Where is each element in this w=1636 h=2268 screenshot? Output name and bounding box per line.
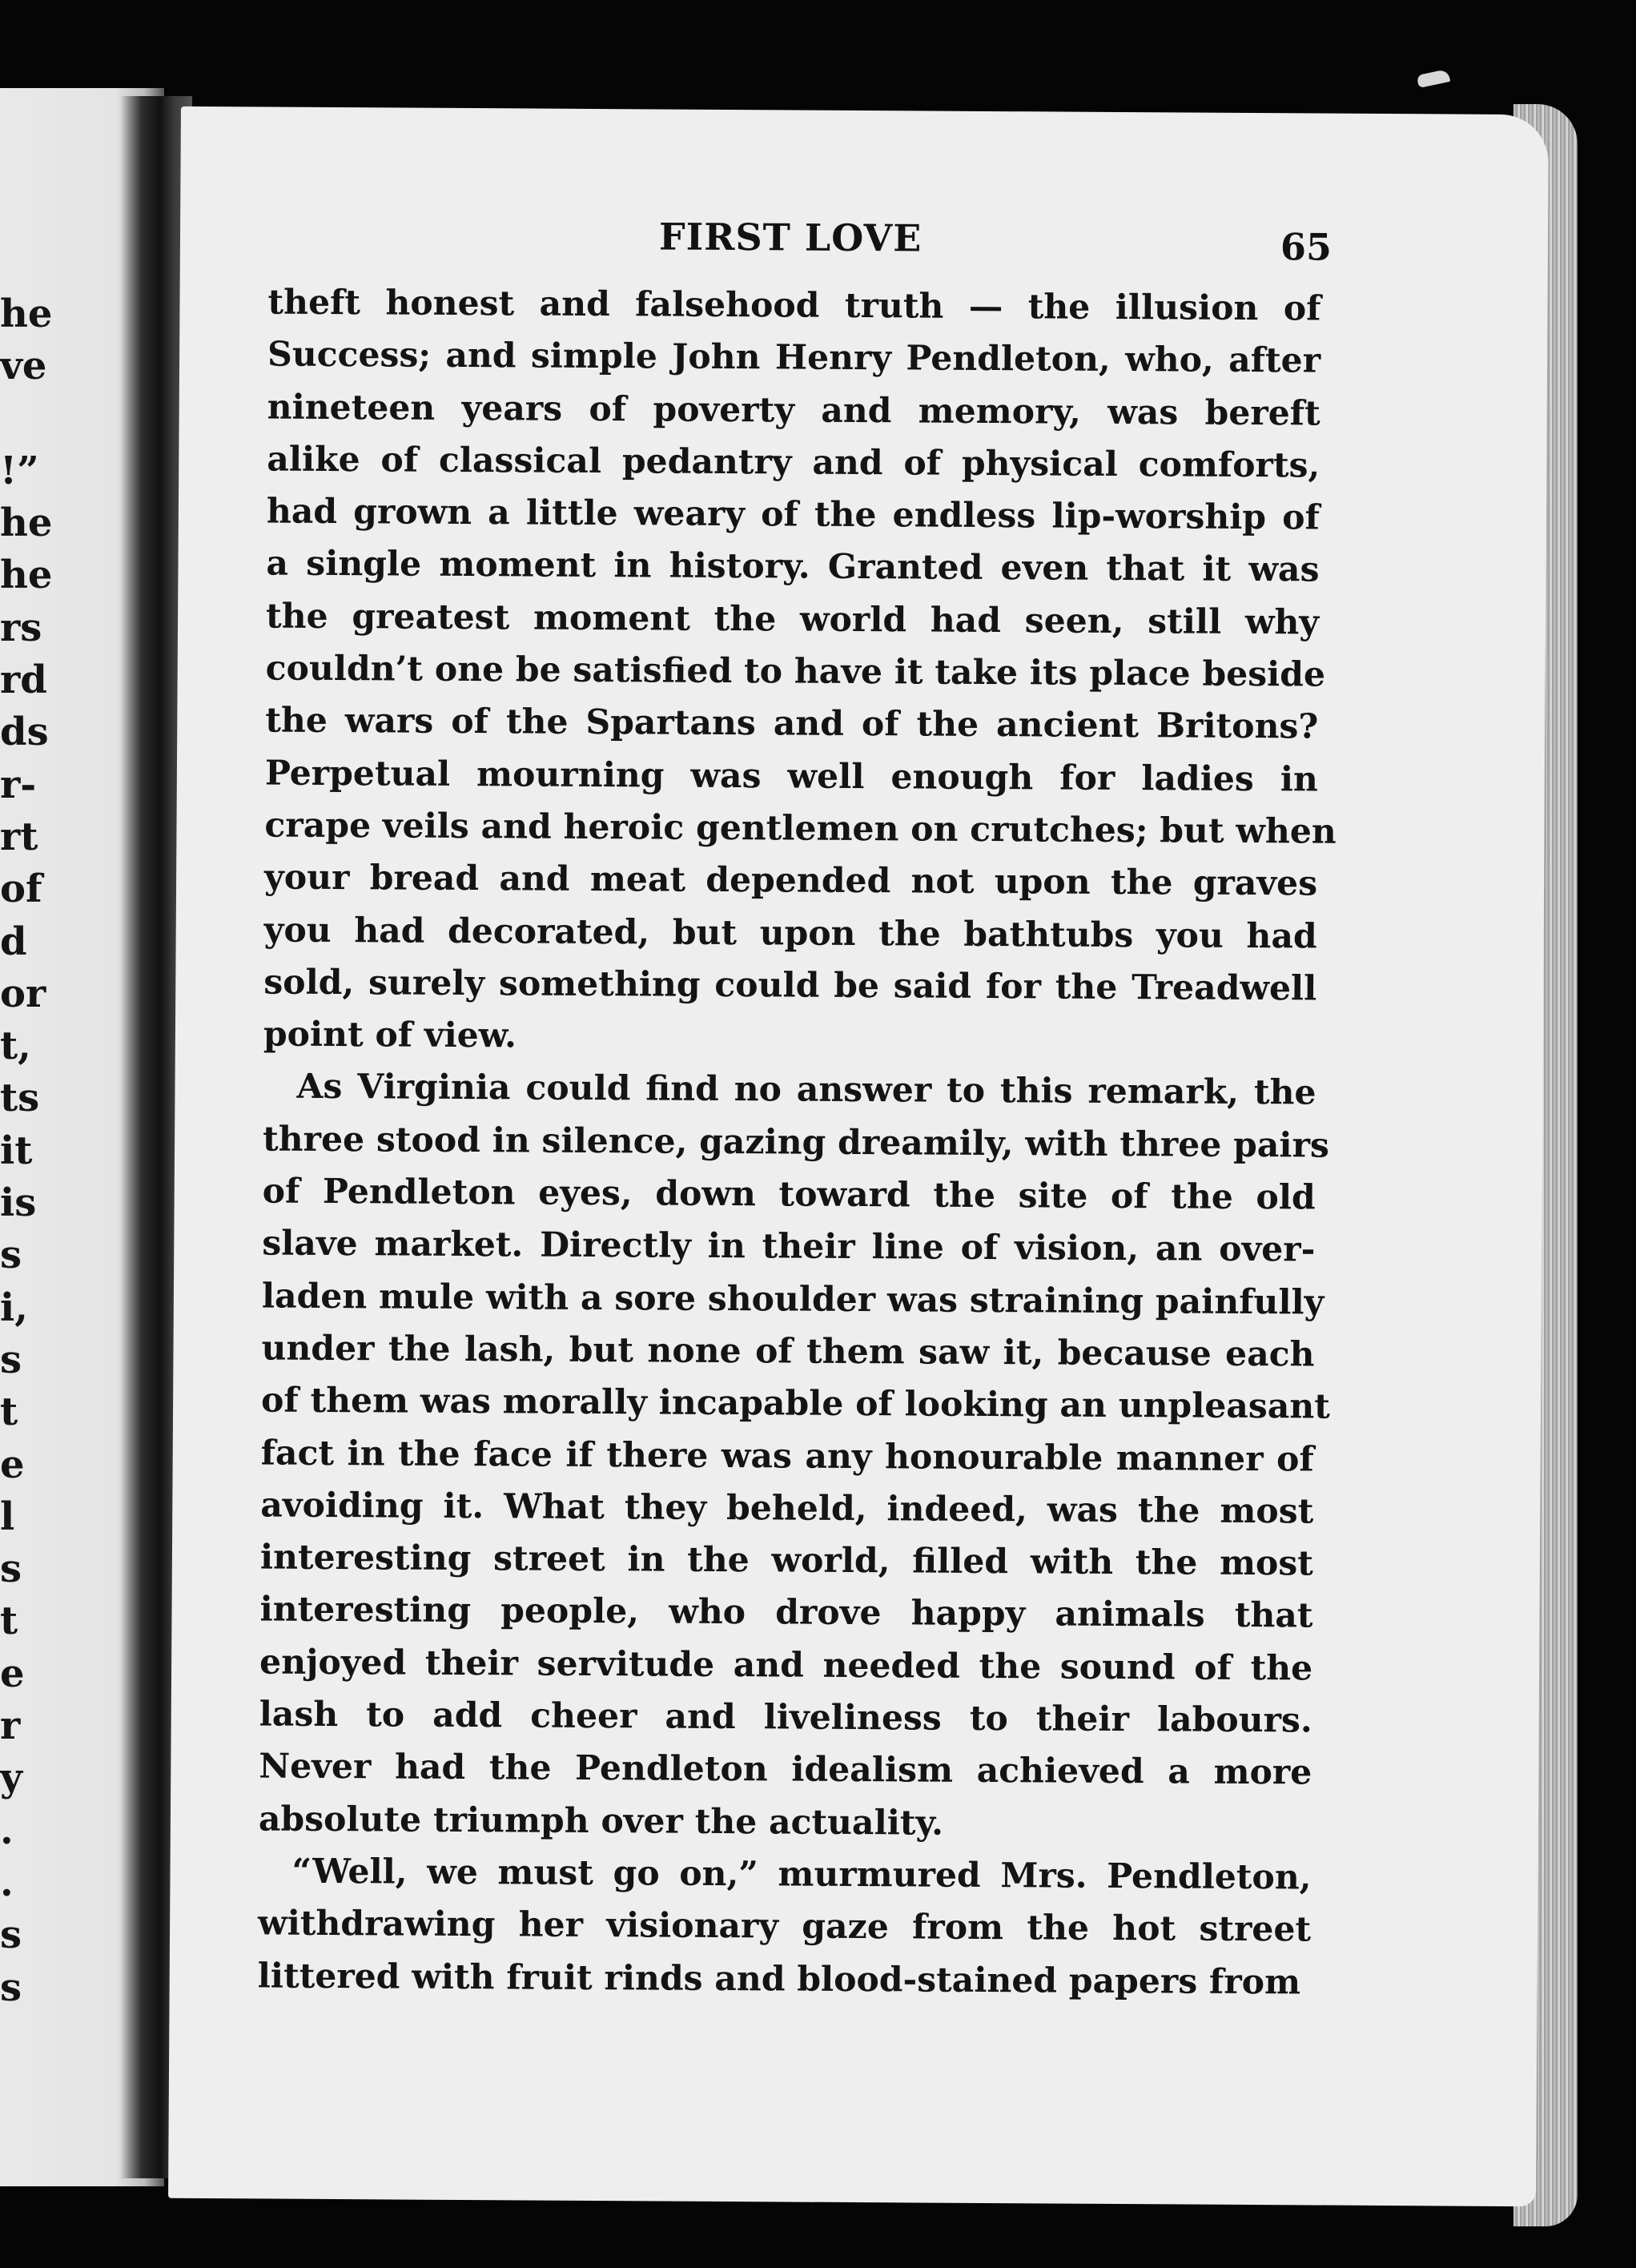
text-line: you had decorated, but upon the bathtubs you had xyxy=(263,910,1317,957)
text-line: lash to add cheer and liveliness to their labours. xyxy=(259,1694,1312,1741)
left-page-fragment: s xyxy=(0,1546,22,1592)
text-line: As Virginia could find no answer to this remark, the xyxy=(296,1067,1316,1113)
left-page-fragment: it xyxy=(0,1128,33,1173)
text-line: a single moment in history. Granted even that it was xyxy=(266,543,1320,590)
running-head xyxy=(180,212,1548,269)
paragraph xyxy=(258,1061,1331,1852)
text-line: absolute triumph over the actuality. xyxy=(258,1799,944,1844)
text-line: fact in the face if there was any honourable manner of xyxy=(260,1432,1314,1480)
body-text xyxy=(257,276,1337,2009)
paragraph xyxy=(263,276,1337,1067)
left-page-fragment: rt xyxy=(0,814,38,859)
text-line: the wars of the Spartans and of the ancient Britons? xyxy=(265,700,1319,747)
left-page-fragment: s xyxy=(0,1233,22,1278)
left-page-fragment: he xyxy=(0,501,53,546)
left-page-fragment: t xyxy=(0,1389,18,1435)
text-line: slave market. Directly in their line of vision, an over- xyxy=(262,1223,1316,1270)
left-page-fragment: r xyxy=(0,1703,21,1749)
left-page-fragment: i, xyxy=(0,1285,28,1330)
left-page-fragment: he xyxy=(0,292,53,336)
text-line: avoiding it. What they beheld, indeed, was the most xyxy=(260,1485,1314,1532)
left-page-fragment: r- xyxy=(0,762,37,807)
left-page-fragment: l xyxy=(0,1494,15,1539)
left-page-text-fragments xyxy=(0,288,96,2014)
text-line: theft honest and falsehood truth — the illusion of xyxy=(267,282,1321,329)
text-line: Perpetual mourning was well enough for ladies in xyxy=(264,753,1319,800)
left-page-fragment: s xyxy=(0,1964,22,2010)
left-page-fragment: is xyxy=(0,1180,37,1226)
text-line: three stood in silence, gazing dreamily, with three pairs xyxy=(262,1119,1330,1166)
book-page xyxy=(168,107,1549,2206)
corner-mark xyxy=(1417,69,1450,88)
left-page-fragment: or xyxy=(0,971,46,1016)
text-line: under the lash, but none of them saw it, because each xyxy=(261,1328,1315,1375)
text-line: nineteen years of poverty and memory, was bereft xyxy=(267,387,1320,434)
left-page-fragment: s xyxy=(0,1912,22,1958)
text-line: littered with fruit rinds and blood-stained papers from xyxy=(257,1955,1301,2002)
text-line: “Well, we must go on,” murmured Mrs. Pendleton, xyxy=(291,1851,1312,1898)
text-line: alike of classical pedantry and of physical comforts, xyxy=(267,439,1320,486)
running-title: FIRST LOVE xyxy=(658,215,923,260)
text-line: had grown a little weary of the endless lip-worship of xyxy=(266,491,1320,538)
left-page-fragment: ds xyxy=(0,710,49,755)
left-page-fragment: rd xyxy=(0,657,47,703)
text-line: the greatest moment the world had seen, still why xyxy=(265,596,1320,643)
text-line: laden mule with a sore shoulder was straining painfully xyxy=(261,1276,1324,1323)
text-line: interesting street in the world, filled with the most xyxy=(259,1537,1314,1584)
left-page-fragment: . xyxy=(0,1860,14,1905)
text-line: Success; and simple John Henry Pendleton, who, after xyxy=(267,334,1321,381)
left-page-fragment: . xyxy=(0,1808,14,1853)
text-line: sold, surely something could be said for the Treadwell xyxy=(263,962,1317,1009)
left-page-fragment: t xyxy=(0,1598,18,1644)
text-line: point of view. xyxy=(263,1014,517,1056)
text-line: interesting people, who drove happy animals that xyxy=(259,1589,1313,1636)
left-page-fragment: of xyxy=(0,867,42,912)
text-line: of them was morally incapable of looking an unpleasant xyxy=(260,1380,1331,1427)
paragraph xyxy=(258,1845,1312,2009)
left-page-fragment xyxy=(0,393,96,445)
left-page-fragment: d xyxy=(0,919,27,964)
left-page-fragment: ve xyxy=(0,344,47,389)
left-page-fragment: y xyxy=(0,1755,22,1801)
left-page-fragment: e xyxy=(0,1442,25,1487)
left-page-fragment: he xyxy=(0,553,53,598)
left-page-fragment: !” xyxy=(0,448,39,493)
text-line: crape veils and heroic gentlemen on crutches; but when xyxy=(264,805,1337,852)
text-line: couldn’t one be satisfied to have it take its place beside xyxy=(265,648,1326,695)
text-line: of Pendleton eyes, down toward the site of the old xyxy=(262,1171,1316,1218)
page-number: 65 xyxy=(1280,225,1333,269)
text-line: Never had the Pendleton idealism achieved a more xyxy=(259,1746,1312,1793)
left-page-fragment: t, xyxy=(0,1023,31,1069)
text-line: enjoyed their servitude and needed the sound of the xyxy=(259,1642,1313,1689)
text-line: your bread and meat depended not upon the graves xyxy=(263,857,1318,904)
text-line: withdrawing her visionary gaze from the hot street xyxy=(257,1903,1312,1950)
left-page-fragment: s xyxy=(0,1337,22,1382)
left-page-fragment: ts xyxy=(0,1076,40,1121)
left-page-fragment: rs xyxy=(0,605,42,650)
left-page-fragment: e xyxy=(0,1651,25,1696)
